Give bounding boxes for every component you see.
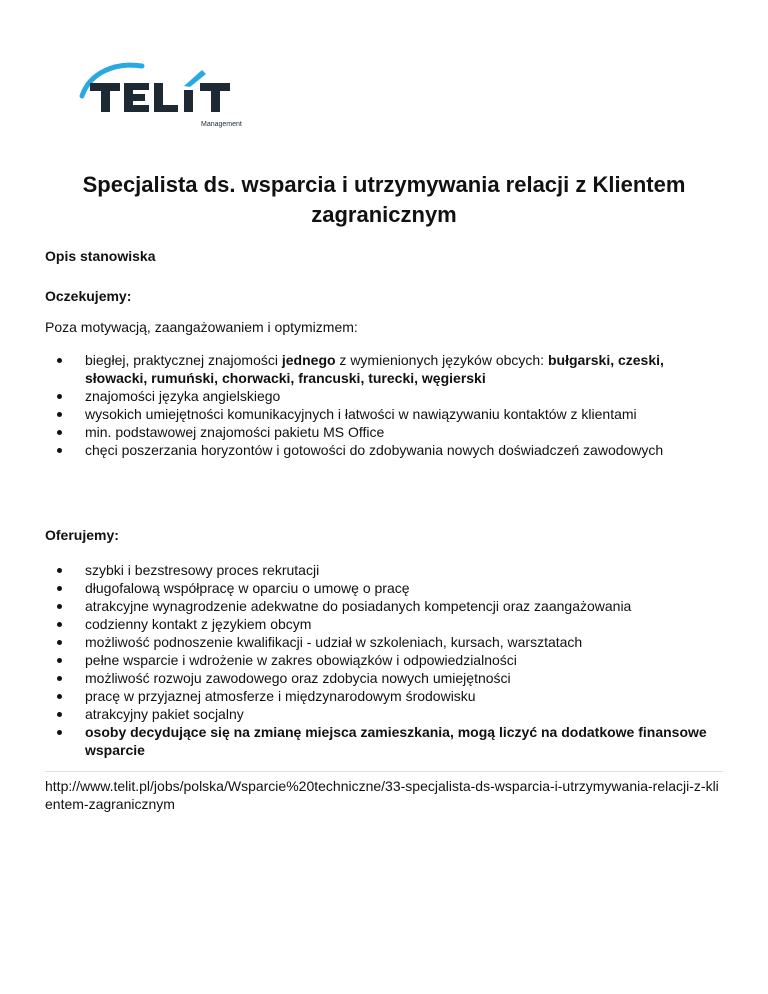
page-title: Specjalista ds. wsparcia i utrzymywania relacji z Klientem zagranicznym [82, 172, 686, 227]
telit-logo [76, 58, 266, 134]
source-url-link[interactable]: http://www.telit.pl/jobs/polska/Wsparcie%20techniczne/33-specjalista-ds-wsparcia-i-utrzymywania-relacji-z-klientem-zagranicznym [45, 778, 719, 812]
list-item: codzienny kontakt z językiem obcym [85, 615, 725, 633]
bullet-icon [57, 676, 62, 681]
bullet-icon [57, 358, 62, 363]
bullet-icon [57, 622, 62, 627]
list-item: możliwość podnoszenie kwalifikacji - udział w szkoleniach, kursach, warsztatach [85, 633, 725, 651]
list-item: atrakcyjny pakiet socjalny [85, 705, 725, 723]
heading-description: Opis stanowiska [45, 248, 156, 264]
bullet-icon [57, 712, 62, 717]
list-item: osoby decydujące się na zmianę miejsca zamieszkania, mogą liczyć na dodatkowe finansowe wsparcie [85, 723, 725, 759]
heading-expectations: Oczekujemy: [45, 288, 132, 304]
divider [45, 771, 723, 772]
list-item: chęci poszerzania horyzontów i gotowości do zdobywania nowych doświadczeń zawodowych [85, 441, 725, 459]
list-item: długofalową współpracę w oparciu o umowę o pracę [85, 579, 725, 597]
bullet-icon [57, 430, 62, 435]
bullet-icon [57, 568, 62, 573]
list-item: pełne wsparcie i wdrożenie w zakres obowiązków i odpowiedzialności [85, 651, 725, 669]
logo-wordmark [90, 70, 230, 112]
list-item: pracę w przyjaznej atmosferze i międzynarodowym środowisku [85, 687, 725, 705]
list-item: min. podstawowej znajomości pakietu MS Office [85, 423, 725, 441]
intro-text: Poza motywacją, zaangażowaniem i optymizmem: [45, 319, 358, 335]
list-item: szybki i bezstresowy proces rekrutacji [85, 561, 725, 579]
bullet-icon [57, 448, 62, 453]
bullet-icon [57, 586, 62, 591]
logo-tagline: Management [201, 121, 242, 128]
bullet-icon [57, 604, 62, 609]
bullet-icon [57, 730, 62, 735]
bullet-icon [57, 394, 62, 399]
list-item: możliwość rozwoju zawodowego oraz zdobycia nowych umiejętności [85, 669, 725, 687]
offer-list [45, 561, 725, 759]
list-item: biegłej, praktycznej znajomości jednego z wymienionych języków obcych: bułgarski, czeski, słowacki, rumuński, chorwacki, francuski, turecki, węgierski [85, 351, 725, 387]
list-item: atrakcyjne wynagrodzenie adekwatne do posiadanych kompetencji oraz zaangażowania [85, 597, 725, 615]
heading-offer: Oferujemy: [45, 527, 119, 543]
bullet-icon [57, 694, 62, 699]
bullet-icon [57, 658, 62, 663]
list-item: znajomości języka angielskiego [85, 387, 725, 405]
expectations-list [45, 351, 725, 459]
bullet-icon [57, 412, 62, 417]
list-item: wysokich umiejętności komunikacyjnych i łatwości w nawiązywaniu kontaktów z klientami [85, 405, 725, 423]
bullet-icon [57, 640, 62, 645]
